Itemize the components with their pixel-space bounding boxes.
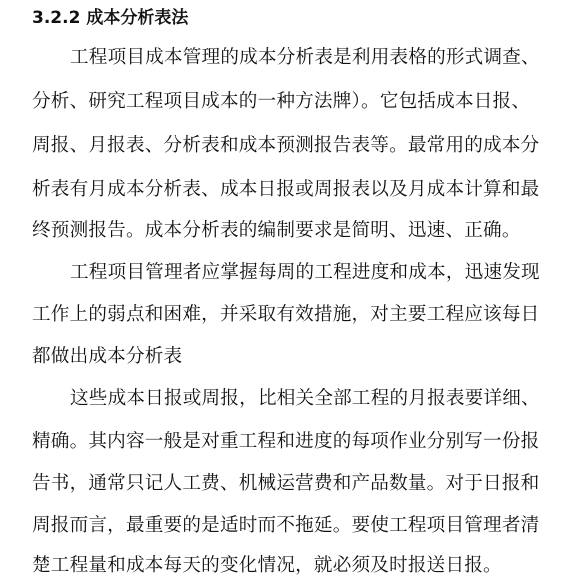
paragraph-3-line-4: 周报而言，最重要的是适时而不拖延。要使工程项目管理者清 (32, 515, 540, 536)
paragraph-2-line-3: 都做出成本分析表 (32, 346, 183, 367)
section-heading: 3.2.2 成本分析表法 (32, 8, 189, 28)
paragraph-1-line-5: 终预测报告。成本分析表的编制要求是简明、迅速、正确。 (32, 220, 521, 241)
paragraph-1-line-3: 周报、月报表、分析表和成本预测报告表等。最常用的成本分 (32, 135, 540, 156)
paragraph-1-line-2: 分析、研究工程项目成本的一种方法牌）。它包括成本日报、 (32, 91, 531, 112)
paragraph-2-line-1: 工程项目管理者应掌握每周的工程进度和成本，迅速发现 (70, 262, 540, 283)
paragraph-1-line-4: 析表有月成本分析表、成本日报或周报表以及月成本计算和最 (32, 179, 540, 200)
paragraph-3-line-3: 告书，通常只记人工费、机械运营费和产品数量。对于日报和 (32, 473, 540, 494)
paragraph-3-line-2: 精确。其内容一般是对重工程和进度的每项作业分别写一份报 (32, 431, 540, 452)
paragraph-3-line-1: 这些成本日报或周报，比相关全部工程的月报表要详细、 (70, 388, 540, 409)
paragraph-1-line-1: 工程项目成本管理的成本分析表是利用表格的形式调查、 (70, 47, 540, 68)
paragraph-3-line-5: 楚工程量和成本每天的变化情况，就必须及时报送日报。 (32, 555, 502, 576)
paragraph-2-line-2: 工作上的弱点和困难，并采取有效措施，对主要工程应该每日 (32, 304, 540, 325)
